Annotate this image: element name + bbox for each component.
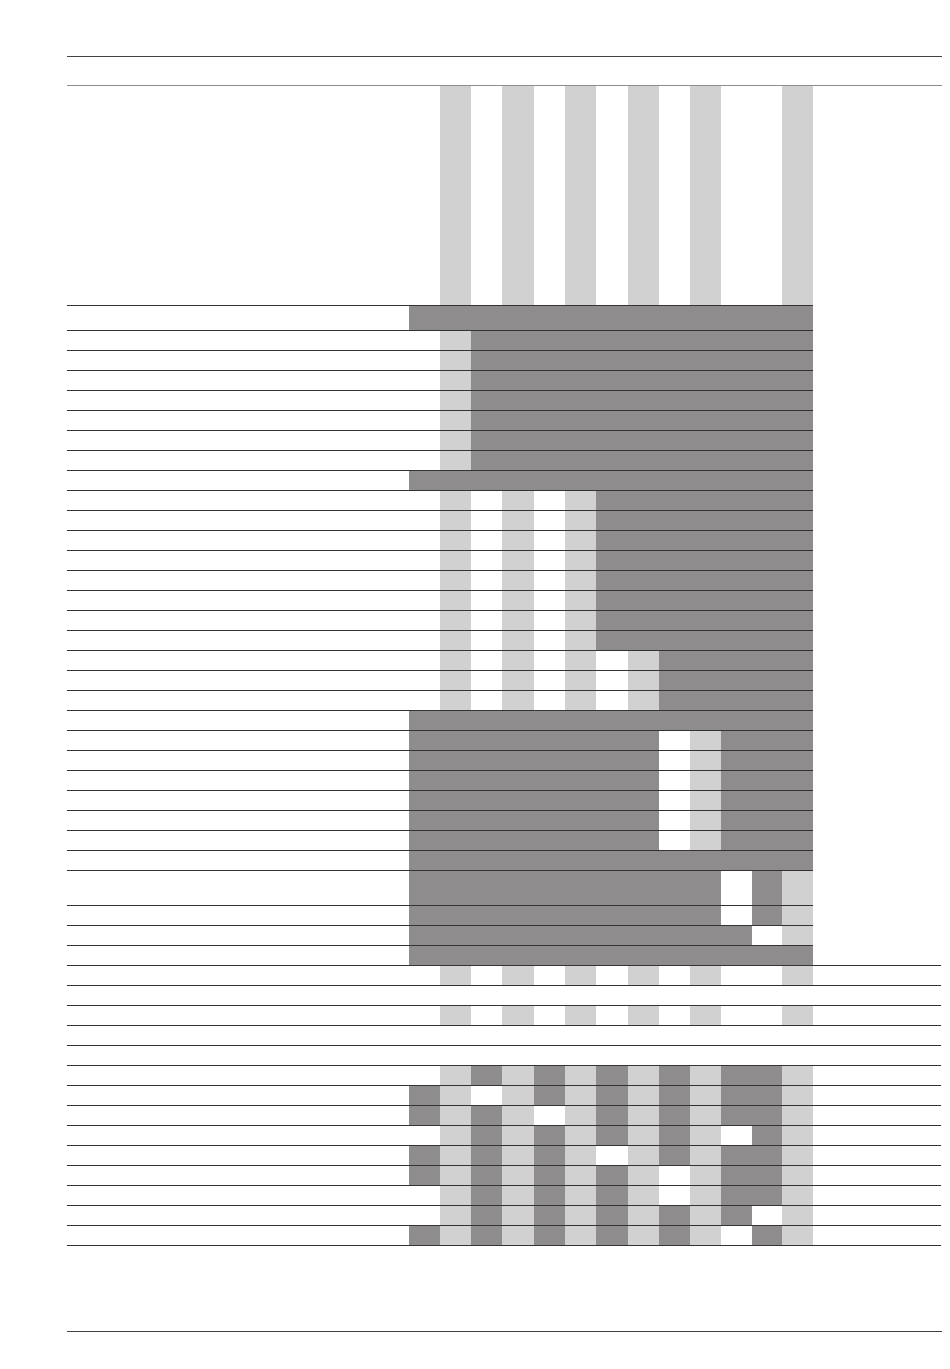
header-example-bg (690, 86, 721, 305)
row-line (67, 810, 813, 811)
example-shade (440, 1005, 471, 1025)
example-shade (628, 965, 659, 985)
row-line (67, 1105, 941, 1106)
row-line (67, 1245, 941, 1246)
example-shade (565, 1065, 596, 1245)
example-shade (502, 1065, 534, 1245)
example-shade (440, 1065, 471, 1245)
top-rule (67, 56, 942, 57)
table-top-line (67, 85, 942, 86)
row-line (67, 1025, 941, 1026)
row-line (67, 510, 813, 511)
header-example-bg (502, 86, 534, 305)
row-line (67, 710, 813, 711)
row-line (67, 985, 941, 986)
group-header-shade (409, 305, 471, 330)
header-example-bg (565, 86, 596, 305)
row-line (67, 390, 813, 391)
row-line (67, 1065, 941, 1066)
group-header-shade (409, 470, 471, 490)
example-shade (628, 650, 659, 710)
row-line (67, 1225, 941, 1226)
not-applicable-shade (659, 305, 721, 730)
example-shade (565, 965, 596, 985)
row-line (67, 630, 813, 631)
row-line (67, 430, 813, 431)
not-applicable-shade (471, 305, 534, 490)
lower-shade (721, 1065, 782, 1125)
row-line (67, 945, 813, 946)
example-shade (440, 965, 471, 985)
row-line (67, 610, 813, 611)
example-shade (690, 1065, 721, 1245)
row-line (67, 965, 941, 966)
example-shade (782, 1065, 813, 1245)
example-shade (690, 1005, 721, 1025)
row-line (67, 870, 813, 871)
not-applicable-shade (721, 945, 813, 965)
row-line (67, 1085, 941, 1086)
lower-shade (721, 1145, 782, 1205)
row-line (67, 1185, 941, 1186)
row-line (67, 770, 813, 771)
lower-shade (721, 1205, 752, 1225)
lower-shade (752, 1225, 782, 1245)
example-shade (628, 1065, 659, 1245)
row-line (67, 330, 813, 331)
row-line (67, 925, 813, 926)
row-line (67, 1125, 941, 1126)
example-shade (440, 490, 471, 710)
lower-shade (471, 1065, 502, 1085)
row-line (67, 1045, 941, 1046)
bottom-rule (67, 1331, 942, 1332)
lower-shade (659, 1065, 690, 1165)
row-line (67, 905, 813, 906)
example-shade (440, 330, 471, 470)
stepper-shade (752, 870, 782, 925)
example-shade (502, 1005, 534, 1025)
example-shade (565, 490, 596, 710)
row-line (67, 370, 813, 371)
not-applicable-shade (471, 710, 534, 965)
not-applicable-shade (409, 710, 471, 965)
not-applicable-shade (659, 850, 721, 965)
header-example-bg (628, 86, 659, 305)
example-shade (565, 1005, 596, 1025)
not-applicable-shade (534, 305, 596, 490)
example-shade (782, 870, 813, 945)
not-applicable-shade (596, 305, 659, 650)
row-line (67, 570, 813, 571)
row-line (67, 410, 813, 411)
row-line (67, 305, 813, 306)
row-line (67, 1205, 941, 1206)
lower-shade (752, 1125, 782, 1145)
lower-shade (471, 1105, 502, 1245)
not-applicable-shade (534, 710, 596, 965)
header-example-bg (782, 86, 813, 305)
example-shade (502, 965, 534, 985)
example-shade (502, 490, 534, 710)
row-line (67, 530, 813, 531)
not-applicable-shade (596, 710, 659, 965)
example-shade (628, 1005, 659, 1025)
row-line (67, 590, 813, 591)
row-line (67, 350, 813, 351)
row-line (67, 490, 813, 491)
row-line (67, 1005, 941, 1006)
example-shade (782, 1005, 813, 1025)
row-line (67, 550, 813, 551)
row-line (67, 750, 813, 751)
row-line (67, 450, 813, 451)
analog-shade (721, 925, 752, 945)
row-line (67, 1165, 941, 1166)
row-line (67, 790, 813, 791)
header-example-bg (440, 86, 471, 305)
row-line (67, 830, 813, 831)
example-shade (782, 965, 813, 985)
row-line (67, 670, 813, 671)
danfoss-logo (826, 8, 930, 46)
example-shade (690, 965, 721, 985)
row-line (67, 650, 813, 651)
lower-shade (409, 1225, 440, 1245)
row-line (67, 690, 813, 691)
row-line (67, 470, 813, 471)
row-line (67, 1145, 941, 1146)
row-line (67, 730, 813, 731)
row-line (67, 850, 813, 851)
